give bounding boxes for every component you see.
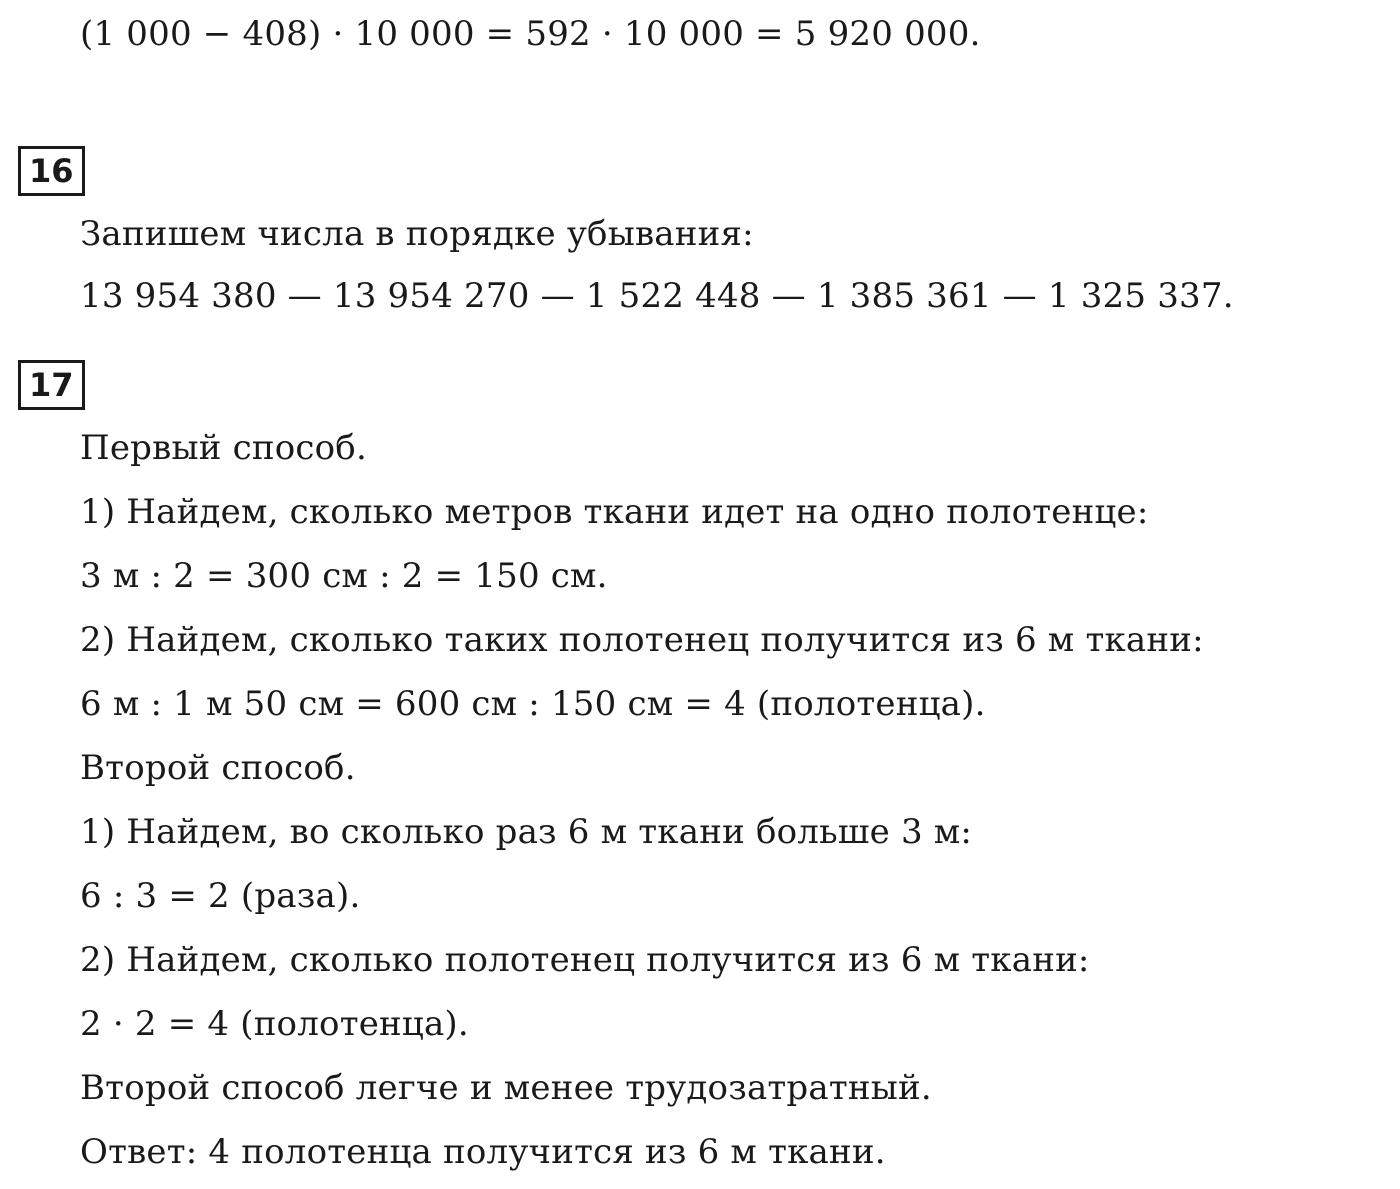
task-number-17: 17: [18, 360, 85, 410]
task17-answer: Ответ: 4 полотенца получится из 6 м ткани.: [80, 1132, 886, 1172]
task16-line-2: 13 954 380 — 13 954 270 — 1 522 448 — 1 385 361 — 1 325 337.: [80, 276, 1234, 316]
task17-line-11: Второй способ легче и менее трудозатратный.: [80, 1068, 932, 1108]
task17-line-9: 2) Найдем, сколько полотенец получится из 6 м ткани:: [80, 940, 1090, 980]
task17-line-1: Первый способ.: [80, 428, 367, 468]
task17-line-5: 6 м : 1 м 50 см = 600 см : 150 см = 4 (полотенца).: [80, 684, 986, 724]
task17-line-7: 1) Найдем, во сколько раз 6 м ткани больше 3 м:: [80, 812, 973, 852]
task17-line-6: Второй способ.: [80, 748, 356, 788]
top-equation: (1 000 − 408) · 10 000 = 592 · 10 000 = 5 920 000.: [80, 14, 981, 54]
task-number-16: 16: [18, 146, 85, 196]
task17-line-2: 1) Найдем, сколько метров ткани идет на одно полотенце:: [80, 492, 1149, 532]
task16-line-1: Запишем числа в порядке убывания:: [80, 214, 754, 254]
task17-line-10: 2 · 2 = 4 (полотенца).: [80, 1004, 469, 1044]
task17-line-3: 3 м : 2 = 300 см : 2 = 150 см.: [80, 556, 608, 596]
task17-line-8: 6 : 3 = 2 (раза).: [80, 876, 361, 916]
task17-line-4: 2) Найдем, сколько таких полотенец получится из 6 м ткани:: [80, 620, 1204, 660]
